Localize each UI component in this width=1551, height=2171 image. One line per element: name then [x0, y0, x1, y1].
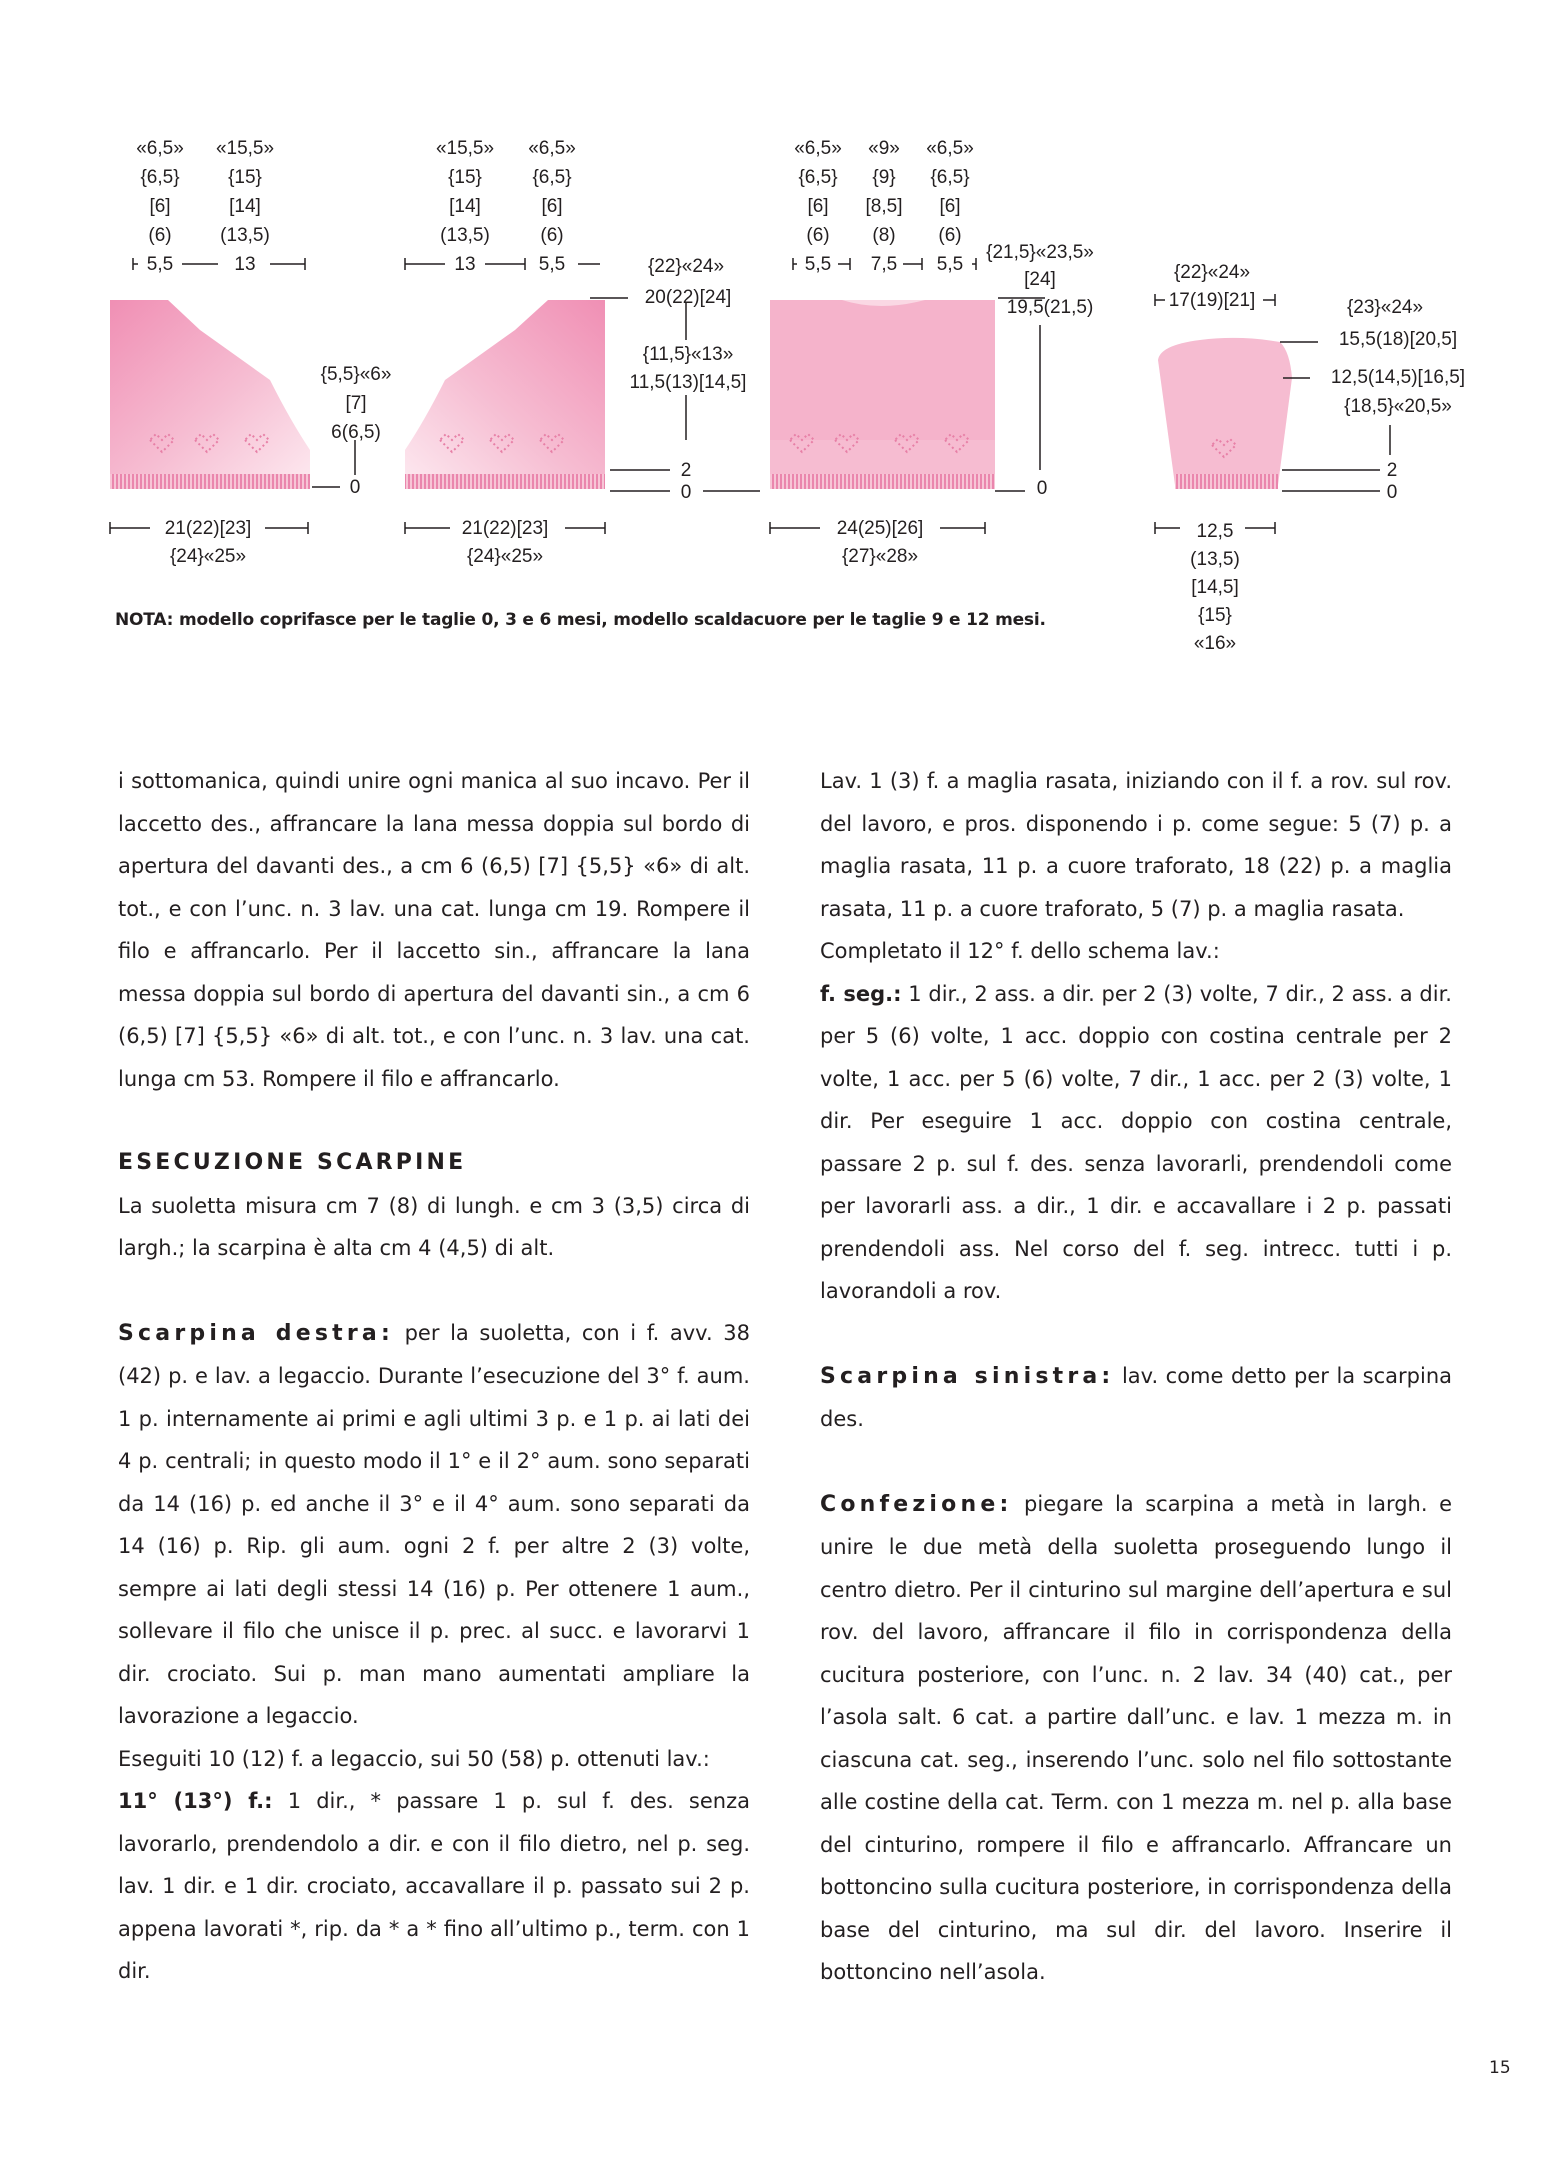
- label: [14]: [229, 196, 261, 217]
- label: 19,5(21,5): [1006, 297, 1094, 318]
- right-front-rib: [405, 474, 605, 489]
- label: «6,5»: [794, 138, 842, 159]
- paragraph-text: 1 dir., 2 ass. a dir. per 2 (3) volte, 7 dir., 2 ass. a dir. per 5 (6) volte, 1 acc. doppio con costina centrale per 2 volte, 1 acc. per 5 (6) volte, 7 dir., 1 acc. per 2 (3) volte, 1 dir. Per eseguire 1 acc. doppio con costina centrale, passare 2 p. sul f. des. senza lavorarli, prendendoli come per lavorarli ass. a dir., 1 dir. e accavallare i 2 p. passati prendendoli ass. Nel corso del f. seg. intrecc. tutti i p. lavorandoli a rov.: [820, 981, 1452, 1303]
- label: {21,5}«23,5»: [986, 242, 1094, 263]
- label: {23}«24»: [1346, 297, 1424, 318]
- label: [14,5]: [1191, 577, 1239, 598]
- left-front-rib: [110, 474, 310, 489]
- label: (8): [872, 225, 896, 246]
- back-rib: [770, 474, 995, 489]
- label: 6(6,5): [331, 422, 381, 443]
- label: (6): [148, 225, 172, 246]
- label: «15,5»: [215, 138, 275, 159]
- paragraph: Eseguiti 10 (12) f. a legaccio, sui 50 (58) p. ottenuti lav.:: [118, 1746, 710, 1771]
- label: [14]: [449, 196, 481, 217]
- label: {15}: [448, 167, 482, 188]
- label: [6]: [807, 196, 829, 217]
- label: «6,5»: [528, 138, 576, 159]
- label: 2: [1386, 460, 1398, 481]
- label: 12,5: [1196, 521, 1234, 542]
- label: (13,5): [440, 225, 490, 246]
- label: 0: [349, 477, 361, 498]
- label: 17(19)[21]: [1168, 290, 1256, 311]
- label: [24]: [1024, 269, 1056, 290]
- lead-in: 11° (13°) f.:: [118, 1789, 273, 1813]
- paragraph: La suoletta misura cm 7 (8) di lungh. e cm 3 (3,5) circa di largh.; la scarpina è alta cm 4 (4,5) di alt.: [118, 1193, 750, 1260]
- label: «9»: [868, 138, 900, 159]
- label: {11,5}«13»: [642, 344, 734, 365]
- paragraph-text: 1 dir., * passare 1 p. sul f. des. senza lavorarlo, prendendolo a dir. e con il filo dietro, nel p. seg. lav. 1 dir. e 1 dir. crociato, accavallare il p. passato sui 2 p. appena lavorati *, rip. da * a * fino all’ultimo p., term. con 1 dir.: [118, 1789, 750, 1983]
- label: (6): [806, 225, 830, 246]
- label: 20(22)[24]: [644, 287, 732, 308]
- right-front-shape: [405, 300, 605, 485]
- paragraph: [820, 1355, 1452, 1441]
- sleeve-shape: [1158, 338, 1292, 485]
- lead-in: Scarpina destra:: [118, 1320, 394, 1346]
- sleeve-piece: [1158, 338, 1292, 489]
- paragraph: Completato il 12° f. dello schema lav.:: [820, 939, 1220, 963]
- left-front-piece: [110, 300, 310, 489]
- section-heading: ESECUZIONE SCARPINE: [118, 1150, 467, 1175]
- label: {5,5}«6»: [320, 364, 392, 385]
- label: [6]: [149, 196, 171, 217]
- label: {15}: [228, 167, 262, 188]
- label: «16»: [1193, 633, 1237, 654]
- label: {22}«24»: [1173, 262, 1251, 283]
- paragraph-text: per la suoletta, con i f. avv. 38 (42) p. e lav. a legaccio. Durante l’esecuzione del 3° f. aum. 1 p. internamente ai primi e agli ultimi 3 p. e 1 p. ai lati dei 4 p. centrali; in questo modo il 1° e il 2° aum. sono separati da 14 (16) p. ed anche il 3° e il 4° aum. sono separati da 14 (16) p. Rip. gli aum. ogni 2 f. per altre 2 (3) volte, sempre ai lati degli stessi 14 (16) p. Per ottenere 1 aum., sollevare il filo che unisce il p. prec. al succ. e lavorarvi 1 dir. crociato. Sui p. man mano aumentati ampliare la lavorazione a legaccio.: [118, 1320, 750, 1728]
- label: [6]: [939, 196, 961, 217]
- right-column: [820, 760, 1452, 1994]
- label: (13,5): [1190, 549, 1240, 570]
- label: 11,5(13)[14,5]: [629, 372, 747, 393]
- sleeve-rib: [1175, 474, 1278, 489]
- back-piece: [770, 300, 995, 489]
- label: (6): [540, 225, 564, 246]
- label: (6): [938, 225, 962, 246]
- lead-in: f. seg.:: [820, 981, 902, 1006]
- label: 12,5(14,5)[16,5]: [1330, 367, 1466, 388]
- label: «6,5»: [926, 138, 974, 159]
- label: 24(25)[26]: [836, 518, 924, 539]
- label: {6,5}: [930, 167, 970, 188]
- label: {18,5}«20,5»: [1344, 396, 1452, 417]
- label: {6,5}: [140, 167, 180, 188]
- left-front-shape: [110, 300, 310, 485]
- label: {6,5}: [798, 167, 838, 188]
- label: 5,5: [936, 254, 964, 275]
- label: [7]: [345, 393, 367, 414]
- label: 2: [680, 460, 692, 481]
- label: (13,5): [220, 225, 270, 246]
- right-front-piece: [405, 300, 605, 489]
- paragraph-text: piegare la scarpina a metà in largh. e unire le due metà della suoletta proseguendo lungo il centro dietro. Per il cinturino sul margine dell’apertura e sul rov. del lavoro, affrancare il filo in corrispondenza della cucitura posteriore, con l’unc. n. 2 lav. 34 (40) cat., per l’asola salt. 6 cat. a partire dall’unc. e lav. 1 mezza m. in ciascuna cat. seg., inserendo l’unc. solo nel filo sottostante alle costine della cat. Term. con 1 mezza m. nel p. alla base del cinturino, rompere il filo e affrancarlo. Affrancare un bottoncino sulla cucitura posteriore, in corrispondenza della base del cinturino, ma sul dir. del lavoro. Inserire il bottoncino nell’asola.: [820, 1491, 1452, 1984]
- label: {27}«28»: [841, 546, 919, 567]
- label: 5,5: [146, 254, 174, 275]
- diagram-note: NOTA: modello coprifasce per le taglie 0, 3 e 6 mesi, modello scaldacuore per le taglie 9 e 12 mesi.: [115, 610, 1046, 630]
- label: 7,5: [870, 254, 898, 275]
- label: 0: [1386, 482, 1398, 503]
- left-column: [118, 760, 750, 1993]
- label: 13: [454, 254, 476, 275]
- paragraph: [118, 1780, 750, 1993]
- label: 0: [1036, 478, 1048, 499]
- label: 0: [680, 482, 692, 503]
- lead-in: Confezione:: [820, 1491, 1013, 1517]
- label: 15,5(18)[20,5]: [1338, 329, 1458, 350]
- schematic-diagram: [0, 0, 1551, 680]
- label: [8,5]: [865, 196, 903, 217]
- label: {24}«25»: [169, 546, 247, 567]
- label: {6,5}: [532, 167, 572, 188]
- label: «15,5»: [435, 138, 495, 159]
- paragraph: Lav. 1 (3) f. a maglia rasata, iniziando con il f. a rov. sul rov. del lavoro, e pros. disponendo i p. come segue: 5 (7) p. a maglia rasata, 11 p. a cuore traforato, 18 (22) p. a maglia rasata, 11 p. a cuore traforato, 5 (7) p. a maglia rasata.: [820, 769, 1452, 921]
- paragraph: [820, 1483, 1452, 1994]
- page-number: 15: [1489, 2058, 1511, 2078]
- label: 21(22)[23]: [461, 518, 549, 539]
- label: 5,5: [804, 254, 832, 275]
- label: {9}: [872, 167, 896, 188]
- label: {22}«24»: [647, 256, 725, 277]
- paragraph: [118, 1312, 750, 1738]
- lead-in: Scarpina sinistra:: [820, 1363, 1115, 1389]
- label: 21(22)[23]: [164, 518, 252, 539]
- label: 13: [234, 254, 256, 275]
- paragraph: i sottomanica, quindi unire ogni manica al suo incavo. Per il laccetto des., affrancare la lana messa doppia sul bordo di apertura del davanti des., a cm 6 (6,5) [7] {5,5} «6» di alt. tot., e con l’unc. n. 3 lav. una cat. lunga cm 19. Rompere il filo e affrancarlo. Per il laccetto sin., affrancare la lana messa doppia sul bordo di apertura del davanti sin., a cm 6 (6,5) [7] {5,5} «6» di alt. tot., e con l’unc. n. 3 lav. una cat. lunga cm 53. Rompere il filo e affrancarlo.: [118, 769, 750, 1091]
- paragraph-text: lav. come detto per la scarpina des.: [820, 1363, 1452, 1431]
- label: 5,5: [538, 254, 566, 275]
- label: {15}: [1198, 605, 1232, 626]
- label: «6,5»: [136, 138, 184, 159]
- paragraph: [820, 973, 1452, 1313]
- label: [6]: [541, 196, 563, 217]
- label: {24}«25»: [466, 546, 544, 567]
